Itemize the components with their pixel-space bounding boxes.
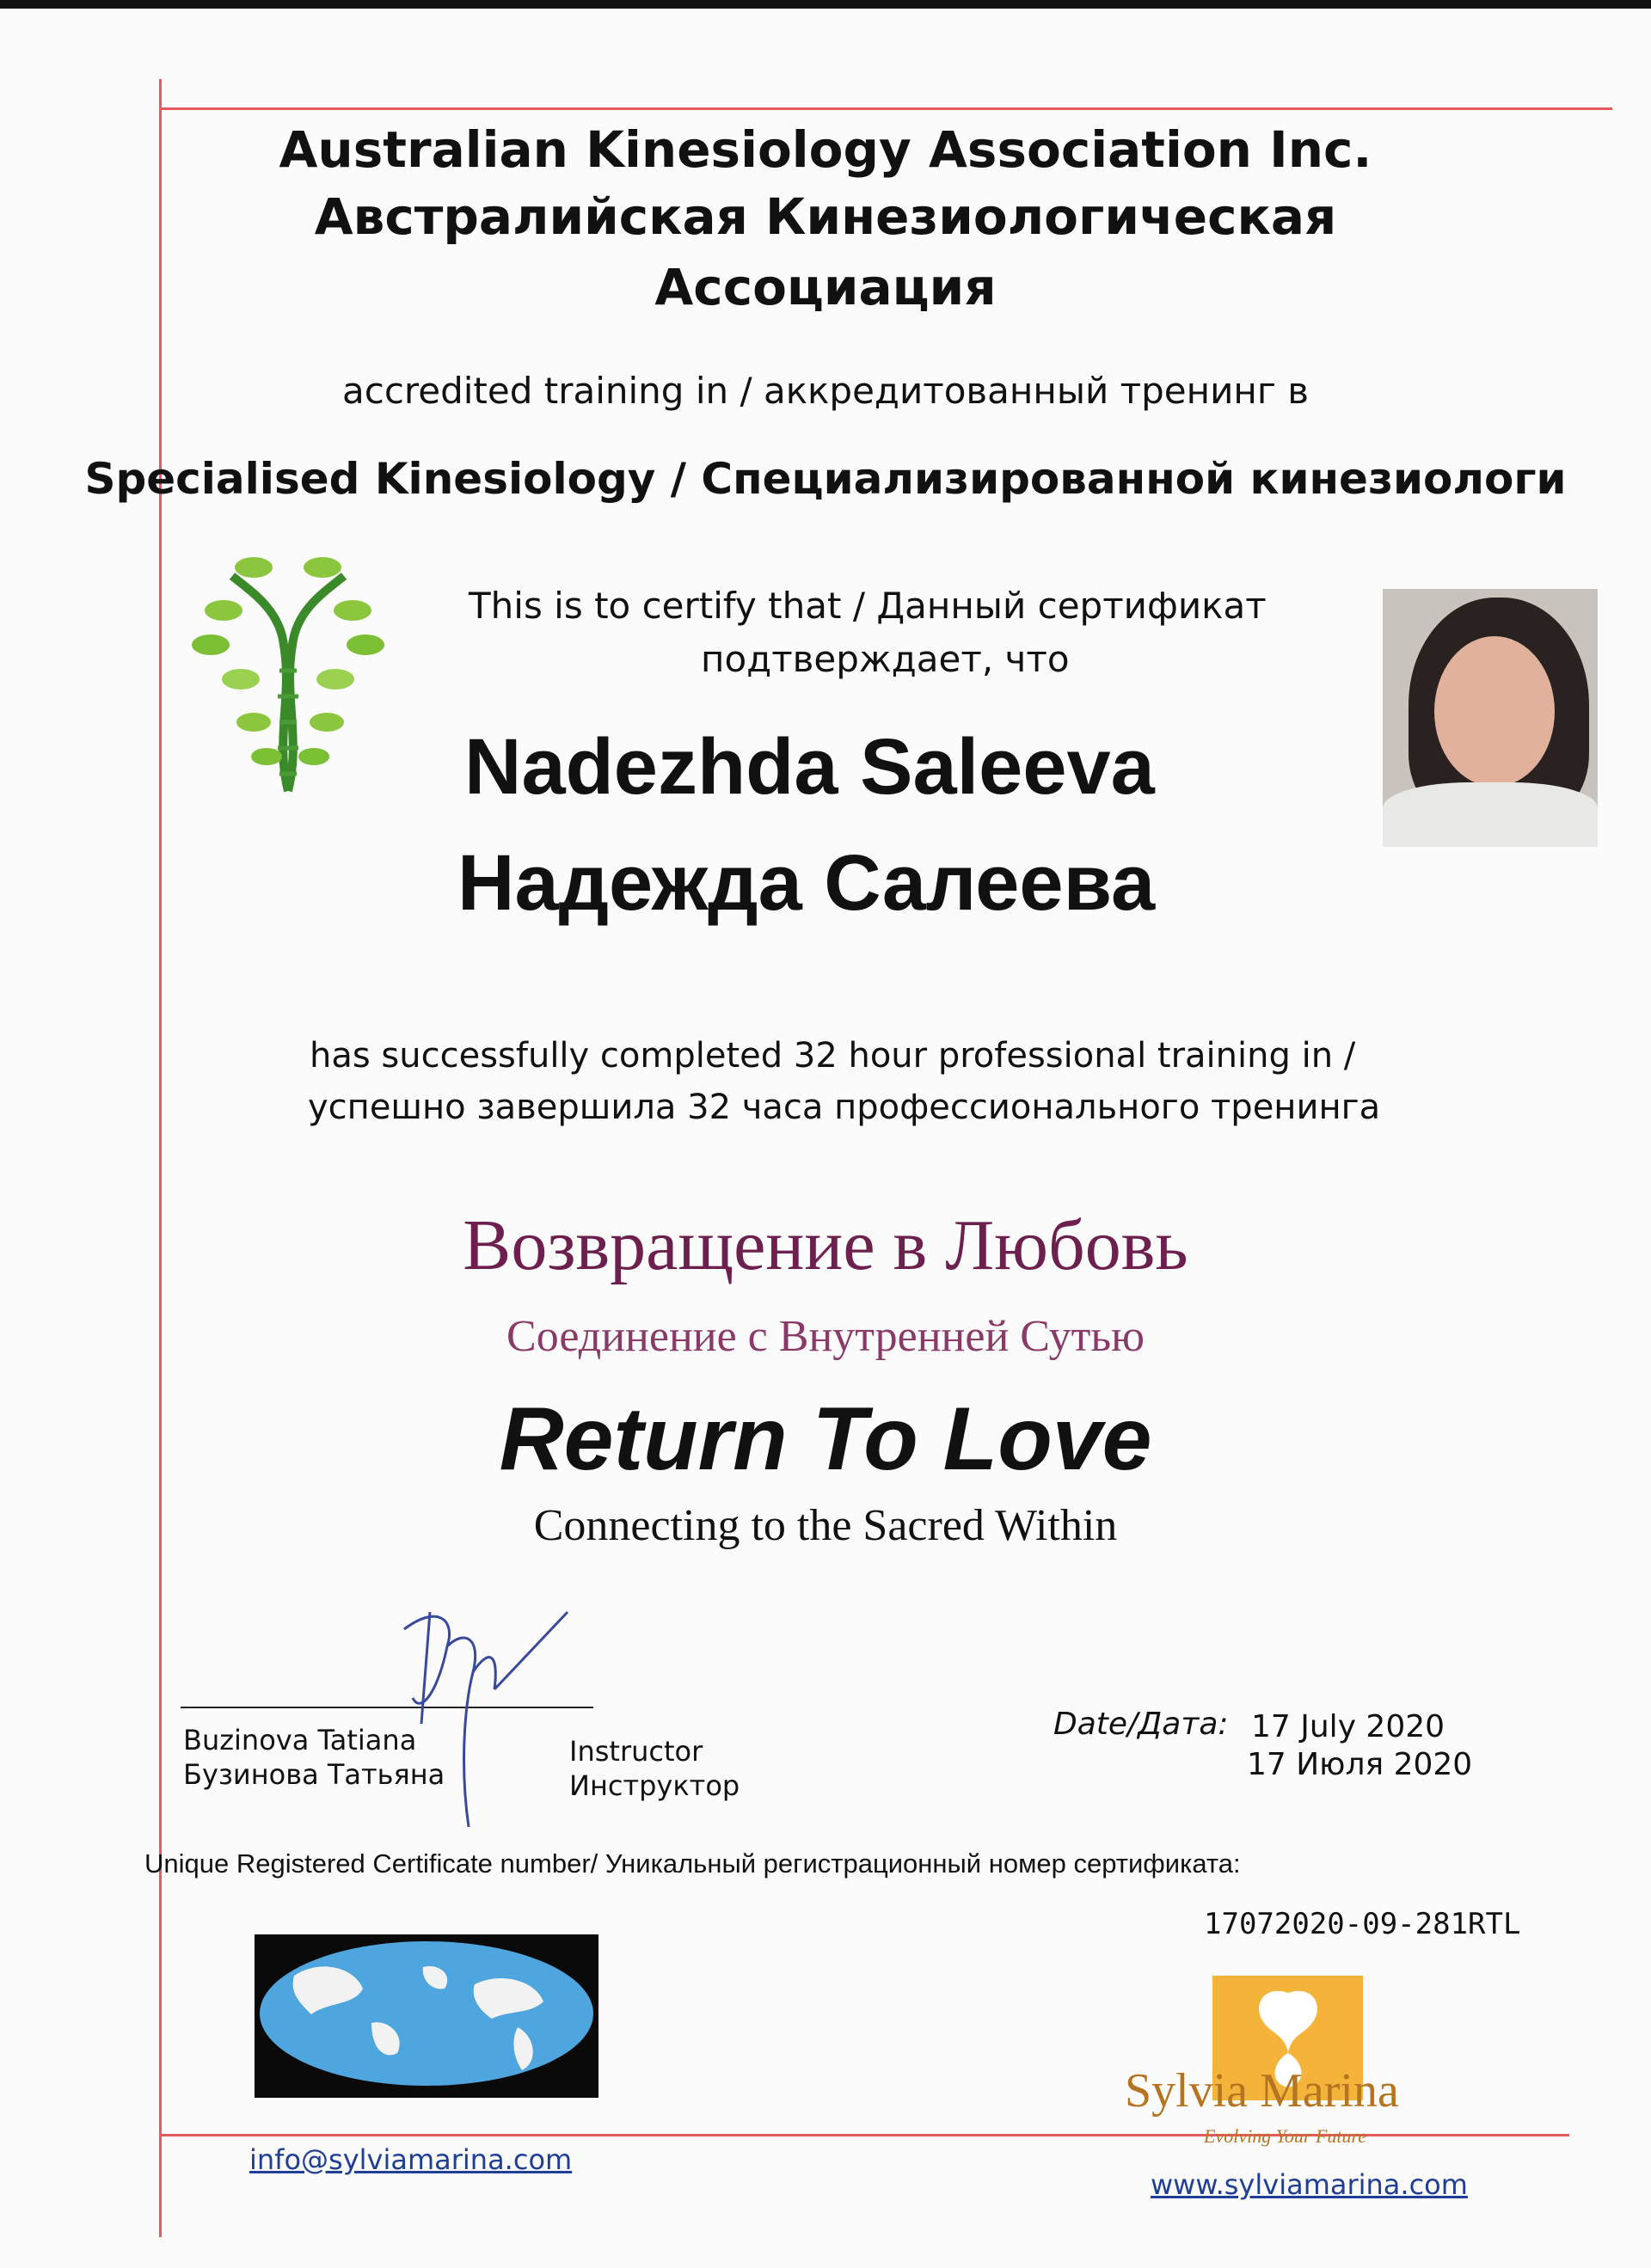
- website-link[interactable]: www.sylviamarina.com: [1151, 2168, 1468, 2201]
- completion-line-ru: успешно завершила 32 часа профессионального тренинга: [308, 1088, 1381, 1127]
- specialisation: Specialised Kinesiology / Специализированной кинезиологи: [84, 454, 1567, 504]
- kinesiology-tree-logo: [172, 542, 404, 800]
- recipient-photo: [1383, 589, 1598, 847]
- org-title-en: Australian Kinesiology Association Inc.: [279, 120, 1372, 179]
- date-label: Date/Дата:: [1053, 1707, 1229, 1742]
- certificate-number-label: Unique Registered Certificate number/ Уникальный регистрационный номер сертификата:: [144, 1848, 1241, 1879]
- instructor-role-ru: Инструктор: [569, 1769, 740, 1802]
- course-title-en: Return To Love: [499, 1389, 1152, 1489]
- instructor-name-en: Buzinova Tatiana: [183, 1724, 417, 1756]
- org-title-ru: Австралийская Кинезиологическая: [314, 187, 1337, 246]
- accredited-line: accredited training in / аккредитованный тренинг в: [342, 370, 1309, 412]
- org-title-ru-2: Ассоциация: [654, 258, 997, 316]
- date-value-en: 17 July 2020: [1251, 1709, 1445, 1744]
- certify-line-1: This is to certify that / Данный сертификат: [469, 585, 1267, 627]
- certify-line-2: подтверждает, что: [701, 638, 1070, 680]
- course-title-ru: Возвращение в Любовь: [463, 1205, 1188, 1285]
- instructor-name-ru: Бузинова Татьяна: [183, 1758, 445, 1791]
- certificate-number: 17072020-09-281RTL: [1204, 1907, 1521, 1941]
- brand-name: Sylvia Marina: [1125, 2064, 1399, 2118]
- date-value-ru: 17 Июля 2020: [1247, 1747, 1473, 1782]
- world-map-image: [255, 1934, 598, 2098]
- instructor-signature: [370, 1595, 585, 1836]
- instructor-role-en: Instructor: [569, 1735, 703, 1768]
- recipient-name-ru: Надежда Салеева: [457, 839, 1156, 927]
- brand-tagline: Evolving Your Future: [1204, 2125, 1367, 2147]
- completion-line-en: has successfully completed 32 hour professional training in /: [310, 1036, 1356, 1076]
- course-subtitle-en: Connecting to the Sacred Within: [533, 1501, 1118, 1550]
- recipient-name-en: Nadezhda Saleeva: [464, 723, 1155, 811]
- scan-edge: [0, 0, 1651, 9]
- border-top: [159, 107, 1612, 110]
- email-link[interactable]: info@sylviamarina.com: [249, 2143, 573, 2176]
- course-subtitle-ru: Соединение с Внутренней Сутью: [506, 1312, 1145, 1361]
